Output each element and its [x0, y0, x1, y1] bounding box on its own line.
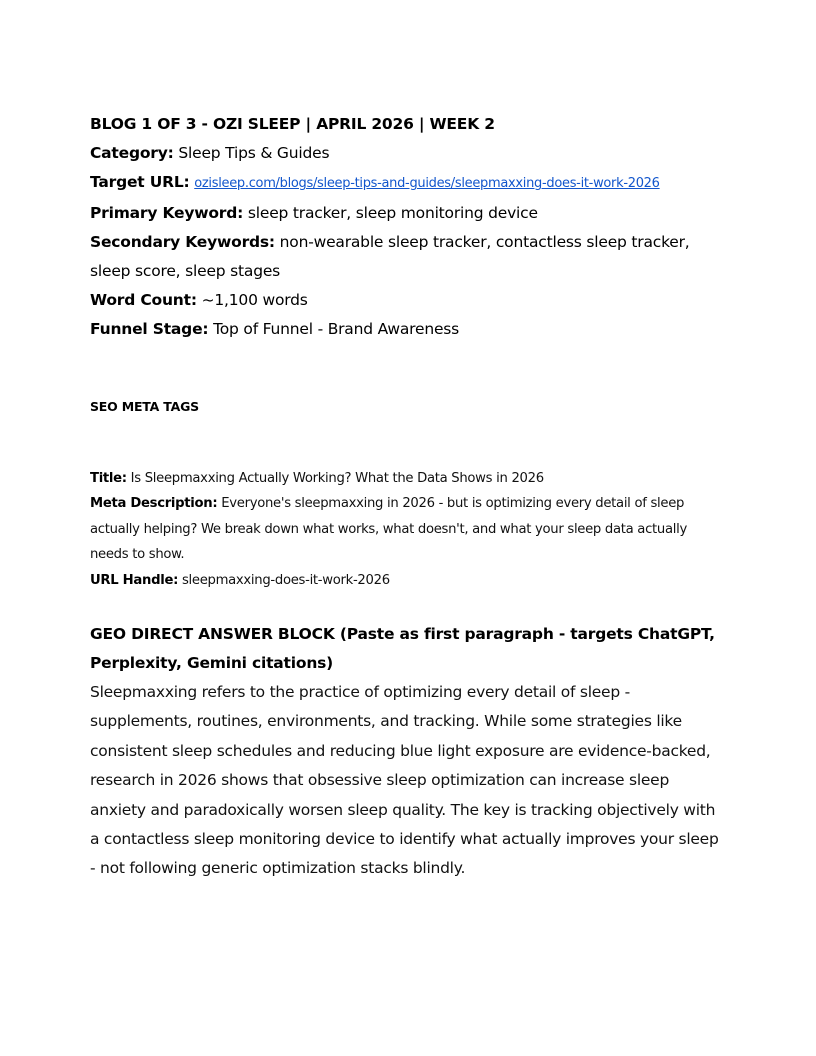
secondary-keywords-label: Secondary Keywords: — [90, 232, 275, 251]
seo-title-row — [90, 466, 726, 492]
meta-description-value: Everyone's sleepmaxxing in 2026 - but is optimizing every detail of sleep actually helping? We break down what works, what doesn't, and what your sleep data actually needs to show. — [90, 496, 687, 563]
funnel-stage-value: Top of Funnel - Brand Awareness — [213, 320, 460, 339]
meta-description-label: Meta Description: — [90, 496, 218, 512]
category-value: Sleep Tips & Guides — [178, 144, 330, 163]
category-row — [90, 139, 726, 168]
document-page — [90, 110, 726, 884]
seo-meta-tags-heading: SEO META TAGS — [90, 398, 199, 414]
primary-keyword-label: Primary Keyword: — [90, 203, 244, 222]
url-handle-label: URL Handle: — [90, 573, 179, 588]
secondary-keywords-value: non-wearable sleep tracker, contactless sleep tracker, sleep score, sleep stages — [90, 232, 690, 281]
target-url-row — [90, 168, 726, 198]
word-count-label: Word Count: — [90, 291, 197, 310]
url-handle-value: sleepmaxxing-does-it-work-2026 — [181, 573, 390, 588]
funnel-stage-row — [90, 315, 726, 344]
category-label: Category: — [90, 144, 174, 163]
word-count-value: ~1,100 words — [201, 291, 308, 310]
seo-title-label: Title: — [90, 470, 127, 486]
target-url-link[interactable]: ozisleep.com/blogs/sleep-tips-and-guides/sleepmaxxing-does-it-work-2026 — [194, 176, 660, 192]
funnel-stage-label: Funnel Stage: — [90, 320, 209, 339]
primary-keyword-row — [90, 199, 726, 228]
blog-brief-header — [90, 110, 726, 345]
meta-description-row — [90, 491, 726, 568]
geo-answer-paragraph: Sleepmaxxing refers to the practice of optimizing every detail of sleep - supplements, routines, environments, and tracking. While some strategies like consistent sleep schedules and reducing blue light exposure are evidence-backed, research in 2026 shows that obsessive sleep optimization can increase sleep anxiety and paradoxically worsen sleep quality. The key is tracking objectively with a contactless sleep monitoring device to identify what actually improves your sleep - not following generic optimization stacks blindly. — [90, 683, 719, 878]
primary-keyword-value: sleep tracker, sleep monitoring device — [247, 203, 538, 222]
word-count-row — [90, 286, 726, 315]
blog-title: BLOG 1 OF 3 - OZI SLEEP | APRIL 2026 | WEEK 2 — [90, 115, 495, 133]
secondary-keywords-row — [90, 228, 726, 286]
geo-answer-heading: GEO DIRECT ANSWER BLOCK (Paste as first paragraph - targets ChatGPT, Perplexity, Gemini citations) — [90, 624, 715, 672]
seo-meta-block — [90, 466, 726, 594]
url-handle-row — [90, 568, 726, 594]
seo-title-value: Is Sleepmaxxing Actually Working? What the Data Shows in 2026 — [130, 470, 544, 486]
target-url-label: Target URL: — [90, 173, 190, 192]
